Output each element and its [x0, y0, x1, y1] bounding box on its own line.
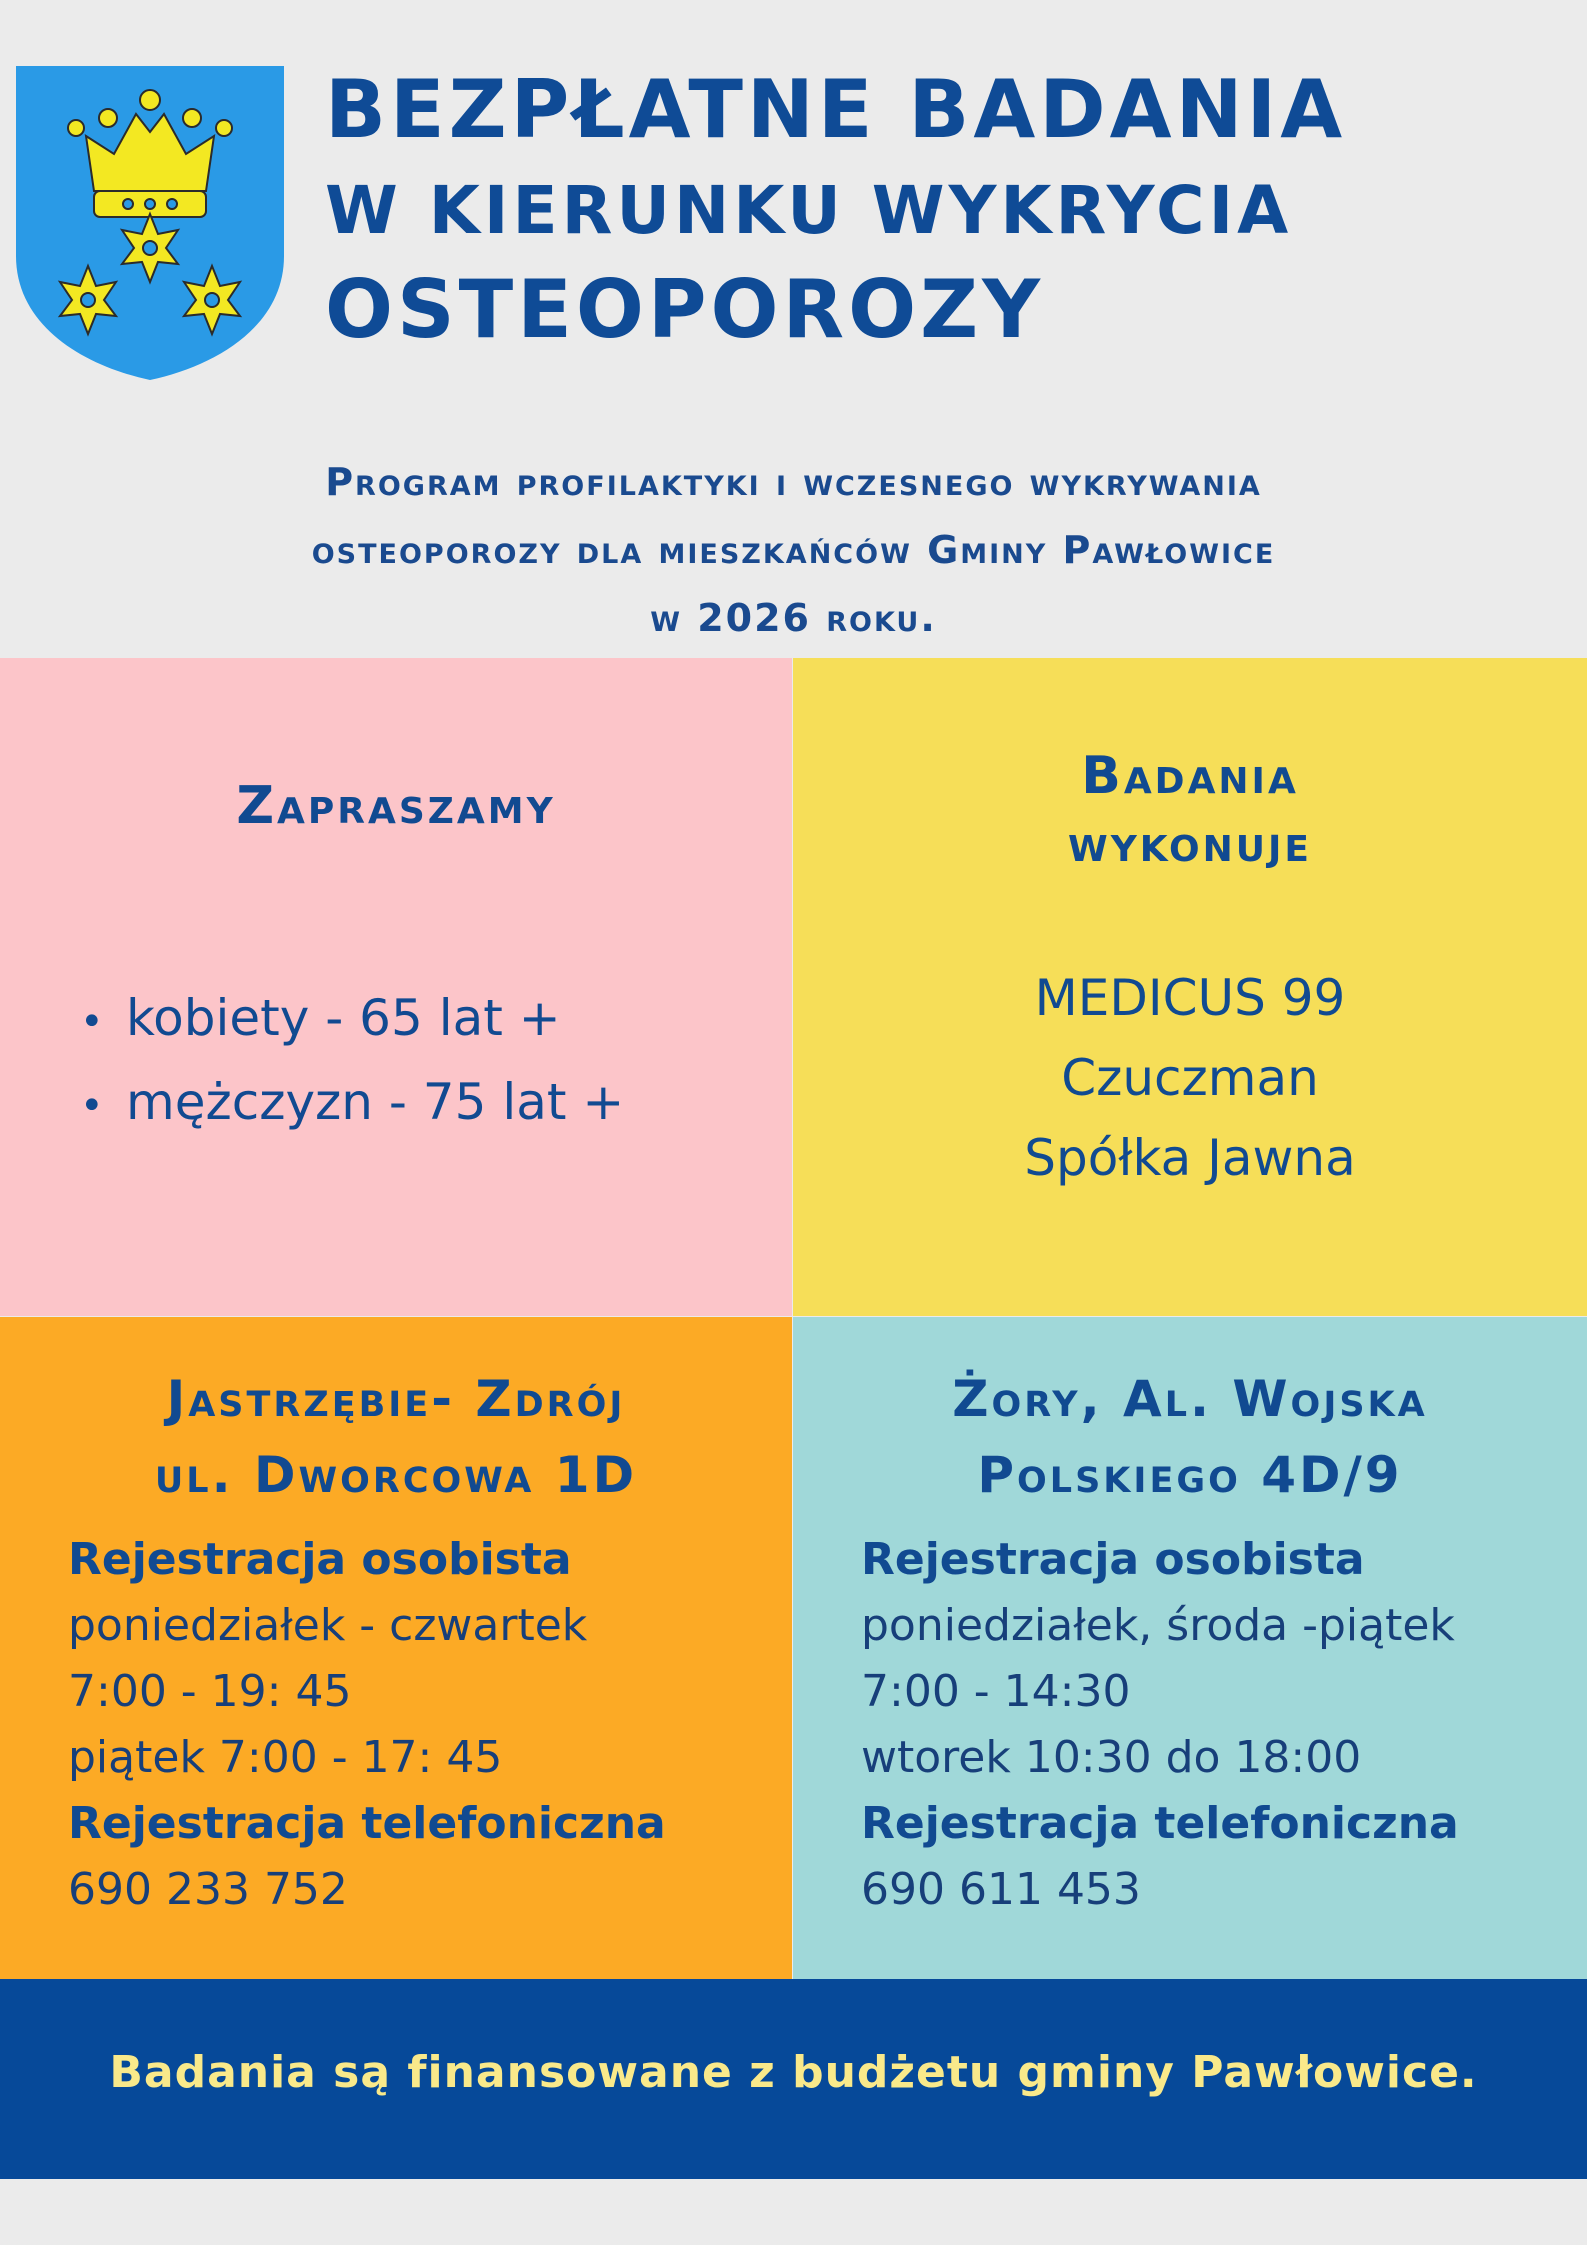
- phone-registration-label: Rejestracja telefoniczna: [861, 1798, 1459, 1849]
- location-heading-line-1: Jastrzębie- Zdrój: [166, 1370, 626, 1428]
- page-title: [325, 63, 1565, 356]
- location-jastrzebie-panel: [0, 1317, 792, 1979]
- title-line-2: W KIERUNKU WYKRYCIA: [325, 172, 1293, 249]
- phone-number: 690 611 453: [861, 1864, 1141, 1915]
- provider-name-line-2: Czuczman: [1061, 1049, 1319, 1107]
- provider-name-line-1: MEDICUS 99: [1034, 969, 1346, 1027]
- list-item: • mężczyzn - 75 lat +: [80, 1062, 624, 1146]
- title-line-1: BEZPŁATNE BADANIA: [325, 63, 1347, 156]
- phone-number: 690 233 752: [68, 1864, 348, 1915]
- program-subtitle: [60, 448, 1527, 652]
- funding-footer: [0, 1979, 1587, 2179]
- invite-heading: Zapraszamy: [236, 776, 556, 836]
- subtitle-line-1: Program profilaktyki i wczesnego wykrywania: [325, 460, 1262, 504]
- coat-of-arms-icon: [16, 66, 284, 380]
- list-item: • kobiety - 65 lat +: [80, 978, 624, 1062]
- invite-panel: [0, 658, 792, 1316]
- location-heading-line-1: Żory, Al. Wojska: [952, 1370, 1428, 1428]
- location-heading: [793, 1361, 1587, 1513]
- location-heading-line-2: Polskiego 4D/9: [977, 1446, 1403, 1504]
- hours-line: piątek 7:00 - 17: 45: [68, 1732, 503, 1783]
- hours-line: poniedziałek - czwartek: [68, 1600, 588, 1651]
- provider-panel: [793, 658, 1587, 1316]
- location-info: [68, 1527, 666, 1923]
- subtitle-line-3: w 2026 roku.: [650, 596, 937, 640]
- funding-note: Badania są finansowane z budżetu gminy Pawłowice.: [109, 2047, 1478, 2098]
- subtitle-line-2: osteoporozy dla mieszkańców Gminy Pawłowice: [311, 528, 1276, 572]
- hours-line: 7:00 - 19: 45: [68, 1666, 352, 1717]
- provider-heading-line-1: Badania: [1081, 746, 1299, 806]
- hours-line: 7:00 - 14:30: [861, 1666, 1131, 1717]
- hours-line: wtorek 10:30 do 18:00: [861, 1732, 1362, 1783]
- hours-line: poniedziałek, środa -piątek: [861, 1600, 1455, 1651]
- provider-heading: [793, 742, 1587, 878]
- eligibility-list: [80, 978, 624, 1146]
- location-info: [861, 1527, 1459, 1923]
- title-line-3: OSTEOPOROZY: [325, 263, 1045, 356]
- location-heading-line-2: ul. Dworcowa 1D: [154, 1446, 638, 1504]
- provider-name: [793, 958, 1587, 1198]
- provider-name-line-3: Spółka Jawna: [1024, 1129, 1356, 1187]
- provider-heading-line-2: wykonuje: [1067, 814, 1312, 874]
- personal-registration-label: Rejestracja osobista: [68, 1534, 572, 1585]
- location-zory-panel: [793, 1317, 1587, 1979]
- phone-registration-label: Rejestracja telefoniczna: [68, 1798, 666, 1849]
- personal-registration-label: Rejestracja osobista: [861, 1534, 1365, 1585]
- location-heading: [0, 1361, 792, 1513]
